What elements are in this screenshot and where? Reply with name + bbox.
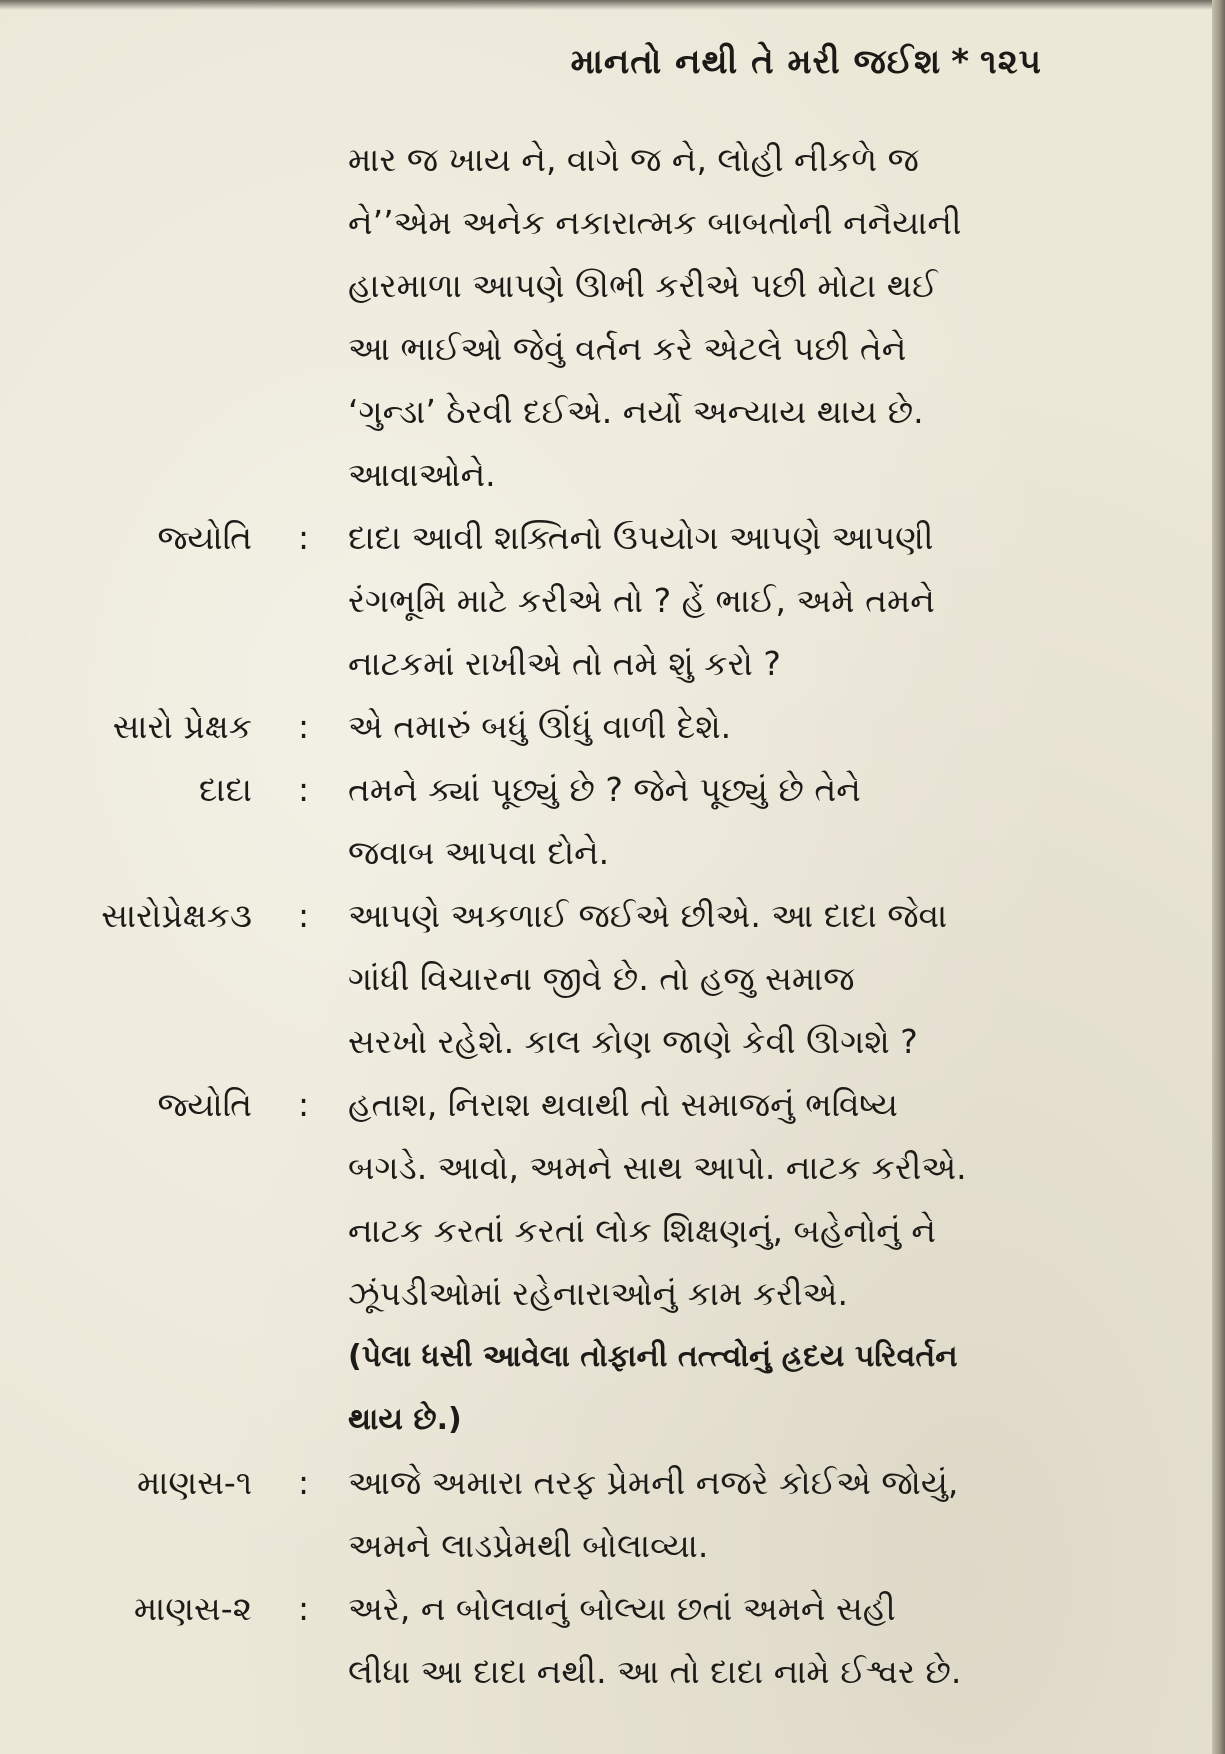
dialogue-line xyxy=(70,1199,1070,1262)
speaker-colon: : xyxy=(298,1463,310,1502)
dialogue-text: એ તમારું બધું ઊંધું વાળી દેશે. xyxy=(348,707,732,746)
stage-direction-line xyxy=(70,1325,1070,1388)
page-edge xyxy=(1212,0,1225,1754)
dialogue-text: રંગભૂમિ માટે કરીએ તો ? હેં ભાઈ, અમે તમને xyxy=(348,581,935,620)
dialogue-line xyxy=(70,695,1070,758)
dialogue-text: ‘ગુન્ડા’ ઠેરવી દઈએ. નર્યો અન્યાય થાય છે. xyxy=(348,392,924,431)
dialogue-text: આપણે અકળાઈ જઈએ છીએ. આ દાદા જેવા xyxy=(348,896,948,935)
speaker-colon: : xyxy=(298,896,310,935)
dialogue-line xyxy=(70,254,1070,317)
dialogue-text: લીધા આ દાદા નથી. આ તો દાદા નામે ઈશ્વર છે. xyxy=(348,1652,962,1691)
dialogue-line xyxy=(70,632,1070,695)
dialogue-line xyxy=(70,380,1070,443)
dialogue-line xyxy=(70,1640,1070,1703)
stage-direction-text: (પેલા ધસી આવેલા તોફાની તત્ત્વોનું હ્રદય પરિવર્તન xyxy=(348,1339,958,1374)
dialogue-line xyxy=(70,821,1070,884)
speaker-name: માણસ-૧ xyxy=(137,1463,252,1502)
page-number: ૧૨૫ xyxy=(980,42,1042,82)
dialogue-line xyxy=(70,1451,1070,1514)
dialogue-line xyxy=(70,884,1070,947)
dialogue-line xyxy=(70,443,1070,506)
header-title: માનતો નથી તે મરી જઈશ xyxy=(570,42,942,82)
dialogue-body xyxy=(70,128,1070,1703)
dialogue-text: આવાઓને. xyxy=(348,455,496,494)
running-header xyxy=(571,42,1042,82)
speaker-name: સારોપ્રેક્ષક૩ xyxy=(101,896,252,935)
dialogue-text: હારમાળા આપણે ઊભી કરીએ પછી મોટા થઈ xyxy=(348,266,938,305)
dialogue-line xyxy=(70,191,1070,254)
dialogue-text: ઝૂંપડીઓમાં રહેનારાઓનું કામ કરીએ. xyxy=(348,1274,848,1313)
dialogue-text: અરે, ન બોલવાનું બોલ્યા છતાં અમને સહી xyxy=(348,1589,896,1628)
header-star: * xyxy=(951,42,971,82)
dialogue-text: નાટક કરતાં કરતાં લોક શિક્ષણનું, બહેનોનું ને xyxy=(348,1211,936,1250)
dialogue-line xyxy=(70,128,1070,191)
dialogue-line xyxy=(70,1514,1070,1577)
dialogue-text: બગડે. આવો, અમને સાથ આપો. નાટક કરીએ. xyxy=(348,1148,967,1187)
speaker-name: જ્યોતિ xyxy=(157,1085,252,1124)
dialogue-line xyxy=(70,1010,1070,1073)
dialogue-line xyxy=(70,1073,1070,1136)
speaker-colon: : xyxy=(298,1589,310,1628)
stage-direction-line xyxy=(70,1388,1070,1451)
dialogue-text: અમને લાડપ્રેમથી બોલાવ્યા. xyxy=(348,1526,709,1565)
stage-direction-text: થાય છે.) xyxy=(348,1402,462,1437)
dialogue-text: માર જ ખાય ને, વાગે જ ને, લોહી નીકળે જ xyxy=(348,140,919,179)
dialogue-line xyxy=(70,569,1070,632)
speaker-colon: : xyxy=(298,518,310,557)
dialogue-text: નાટકમાં રાખીએ તો તમે શું કરો ? xyxy=(348,644,781,683)
dialogue-text: સરખો રહેશે. કાલ કોણ જાણે કેવી ઊગશે ? xyxy=(348,1022,918,1061)
dialogue-line xyxy=(70,1577,1070,1640)
speaker-name: દાદા xyxy=(198,770,252,809)
speaker-name: માણસ-૨ xyxy=(133,1589,252,1628)
dialogue-text: આજે અમારા તરફ પ્રેમની નજરે કોઈએ જોયું, xyxy=(348,1463,959,1502)
speaker-colon: : xyxy=(298,770,310,809)
dialogue-text: ને’’એમ અનેક નકારાત્મક બાબતોની નનૈયાની xyxy=(348,203,962,242)
dialogue-line xyxy=(70,758,1070,821)
speaker-colon: : xyxy=(298,1085,310,1124)
dialogue-text: જવાબ આપવા દોને. xyxy=(348,833,610,872)
dialogue-line xyxy=(70,1262,1070,1325)
dialogue-line xyxy=(70,317,1070,380)
page-top-shadow xyxy=(0,0,1212,10)
dialogue-text: તમને ક્યાં પૂછ્યું છે ? જેને પૂછ્યું છે તેને xyxy=(348,770,861,809)
dialogue-text: ગાંધી વિચારના જીવે છે. તો હજુ સમાજ xyxy=(348,959,855,998)
dialogue-line xyxy=(70,947,1070,1010)
dialogue-text: દાદા આવી શક્તિનો ઉપયોગ આપણે આપણી xyxy=(348,518,934,557)
speaker-name: સારો પ્રેક્ષક xyxy=(112,707,252,746)
dialogue-text: હતાશ, નિરાશ થવાથી તો સમાજનું ભવિષ્ય xyxy=(348,1085,898,1124)
dialogue-text: આ ભાઈઓ જેવું વર્તન કરે એટલે પછી તેને xyxy=(348,329,907,368)
dialogue-line xyxy=(70,506,1070,569)
speaker-name: જ્યોતિ xyxy=(157,518,252,557)
speaker-colon: : xyxy=(298,707,310,746)
dialogue-line xyxy=(70,1136,1070,1199)
